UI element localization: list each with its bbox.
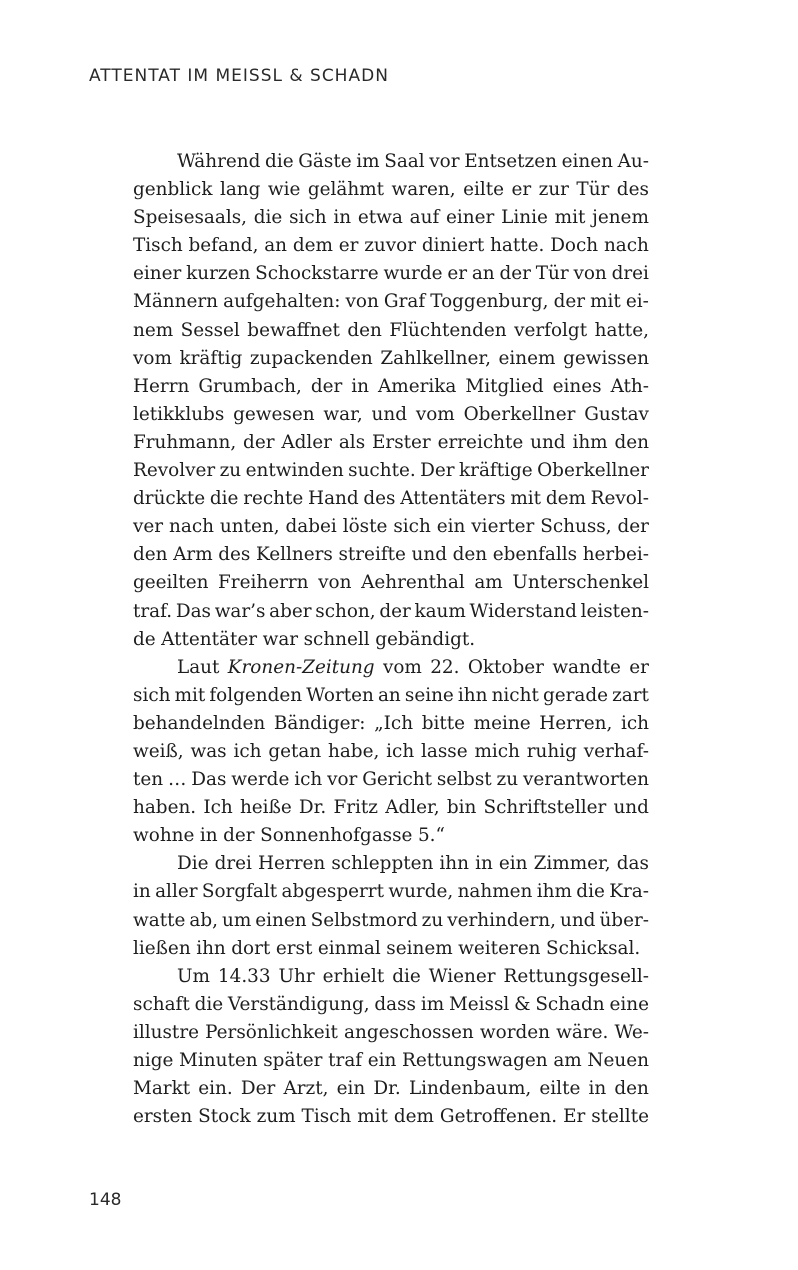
text-line: Laut Kronen-Zeitung vom 22. Oktober wandte er [177, 656, 649, 678]
running-head: ATTENTAT IM MEISSL & SCHADN [89, 66, 389, 86]
text-line: nige Minuten später traf ein Rettungswagen am Neuen [133, 1050, 649, 1071]
paragraph [133, 963, 649, 1132]
text-line: ten … Das werde ich vor Gericht selbst zu verantworten [133, 769, 649, 791]
paragraph [133, 654, 649, 851]
text-line: nem Sessel bewaffnet den Flüchtenden verfolgt hatte, [133, 319, 649, 341]
text-line: haben. Ich heiße Dr. Fritz Adler, bin Schriftsteller und [133, 797, 649, 819]
text-line: illustre Persönlichkeit angeschossen worden wäre. We- [133, 1021, 649, 1043]
text-line: Um 14.33 Uhr erhielt die Wiener Rettungsgesell- [177, 965, 649, 987]
text-line: sich mit folgenden Worten an seine ihn nicht gerade zart [133, 684, 649, 706]
text-line: behandelnden Bändiger: „Ich bitte meine Herren, ich [133, 712, 649, 734]
text-line: den Arm des Kellners streifte und den ebenfalls herbei- [133, 544, 649, 566]
text-line: Während die Gäste im Saal vor Entsetzen einen Au- [177, 151, 649, 172]
text-line: letikklubs gewesen war, und vom Oberkellner Gustav [133, 403, 649, 425]
body-text [133, 148, 649, 1131]
paragraph [133, 850, 649, 962]
text-line: ließen ihn dort erst einmal seinem weiteren Schicksal. [133, 937, 641, 959]
text-line: Speisesaals, die sich in etwa auf einer Linie mit jenem [133, 207, 649, 229]
text-line: Die drei Herren schleppten ihn in ein Zimmer, das [177, 853, 649, 875]
text-line: ersten Stock zum Tisch mit dem Getroffenen. Er stellte [133, 1106, 649, 1128]
text-line: drückte die rechte Hand des Attentäters mit dem Revol- [133, 488, 649, 510]
text-line: de Attentäter war schnell gebändigt. [133, 628, 476, 650]
text-line: einer kurzen Schockstarre wurde er an der Tür von drei [133, 263, 649, 285]
text-line: Tisch befand, an dem er zuvor diniert hatte. Doch nach [133, 235, 649, 257]
paragraph [133, 148, 649, 654]
page-number: 148 [89, 1190, 122, 1210]
text-line: ver nach unten, dabei löste sich ein vierter Schuss, der [133, 516, 649, 538]
text-line: Männern aufgehalten: von Graf Toggenburg, der mit ei- [133, 291, 649, 313]
text-line: Fruhmann, der Adler als Erster erreichte und ihm den [133, 431, 649, 453]
text-line: traf. Das war’s aber schon, der kaum Widerstand leisten- [133, 600, 649, 622]
text-line: vom kräftig zupackenden Zahlkellner, einem gewissen [133, 347, 649, 369]
text-line: Revolver zu entwinden suchte. Der kräftige Oberkellner [133, 460, 649, 482]
text-line: schaft die Verständigung, dass im Meissl & Schadn eine [133, 993, 649, 1015]
text-line: geeilten Freiherrn von Aehrenthal am Unterschenkel [133, 572, 649, 594]
text-line: wohne in der Sonnenhofgasse 5.“ [133, 825, 445, 847]
text-line: Herrn Grumbach, der in Amerika Mitglied eines Ath- [133, 375, 649, 397]
text-line: genblick lang wie gelähmt waren, eilte er zur Tür des [133, 179, 649, 201]
text-line: Markt ein. Der Arzt, ein Dr. Lindenbaum, eilte in den [133, 1078, 649, 1100]
text-line: watte ab, um einen Selbstmord zu verhindern, und über- [133, 909, 649, 931]
text-line: in aller Sorgfalt abgesperrt wurde, nahmen ihm die Kra- [133, 881, 649, 903]
text-line: weiß, was ich getan habe, ich lasse mich ruhig verhaf- [133, 740, 649, 762]
